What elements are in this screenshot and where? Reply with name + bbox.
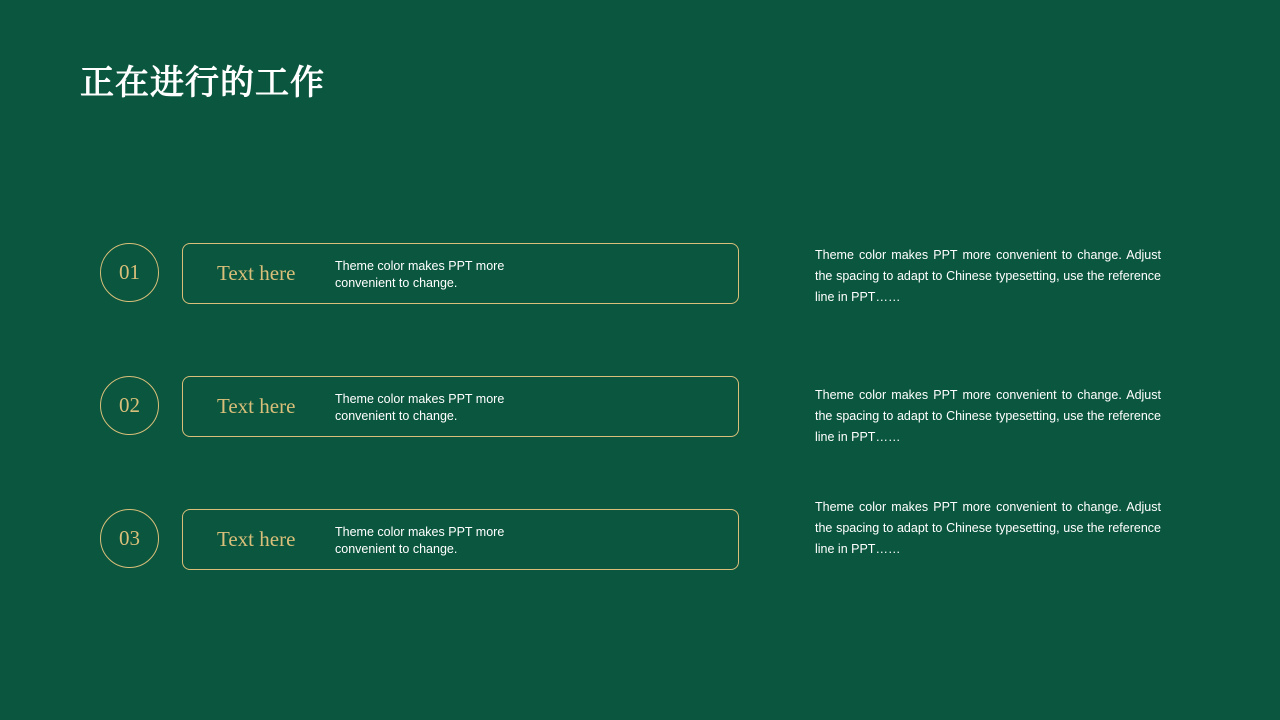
step-number-badge — [100, 376, 159, 435]
step-description: Theme color makes PPT more convenient to change. Adjust the spacing to adapt to Chinese typesetting, use the reference line in PPT…… — [815, 388, 1161, 444]
step-description: Theme color makes PPT more convenient to change. Adjust the spacing to adapt to Chinese typesetting, use the reference line in PPT…… — [815, 248, 1161, 304]
step-box — [182, 376, 739, 437]
step-number: 03 — [119, 526, 140, 550]
slide-title: 正在进行的工作 — [80, 63, 325, 103]
step-heading: Text here — [217, 260, 296, 285]
step-description: Theme color makes PPT more convenient to change. Adjust the spacing to adapt to Chinese typesetting, use the reference line in PPT…… — [815, 500, 1161, 556]
step-box — [182, 509, 739, 570]
step-number-badge — [100, 243, 159, 302]
step-box-text: Theme color makes PPT more convenient to change. — [335, 259, 505, 290]
step-number: 02 — [119, 393, 140, 417]
step-box-text: Theme color makes PPT more convenient to change. — [335, 392, 505, 423]
step-box-text: Theme color makes PPT more convenient to change. — [335, 525, 505, 556]
step-box — [182, 243, 739, 304]
step-number-badge — [100, 509, 159, 568]
step-number: 01 — [119, 260, 140, 284]
step-heading: Text here — [217, 526, 296, 551]
step-heading: Text here — [217, 393, 296, 418]
